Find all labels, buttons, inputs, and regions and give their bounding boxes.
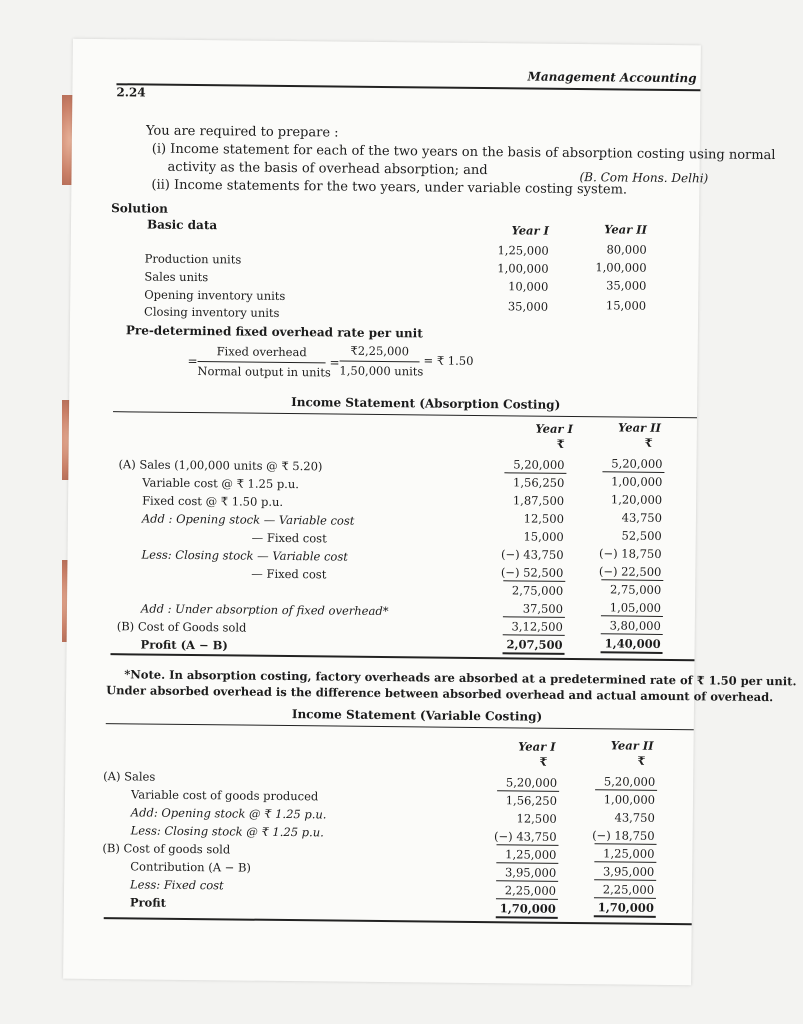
fraction-1-bar [198,361,326,363]
absorption-underline [601,579,663,581]
variable-profit-label: Profit [129,895,167,910]
absorption-row-year1: 5,20,000 [513,457,565,472]
absorption-row-label: Fixed cost @ ₹ 1.50 p.u. [142,493,284,509]
basic-row-year1: 35,000 [507,299,549,314]
variable-row-label: Less: Closing stock @ ₹ 1.25 p.u. [130,823,324,840]
absorption-row-year1: (−) 43,750 [500,547,564,562]
variable-row-year2: 1,00,000 [603,792,656,807]
absorption-row-label: — Fixed cost [251,530,327,546]
variable-row-year1: 5,20,000 [505,775,558,790]
absorption-row-label: Add : Opening stock — Variable cost [141,511,355,528]
variable-bottom-rule [104,917,692,925]
variable-title: Income Statement (Variable Costing) [291,707,543,724]
absorption-row-year1: 3,12,500 [511,619,563,634]
basic-row-year2: 80,000 [606,242,647,257]
absorption-row-year2: 3,80,000 [609,618,661,633]
variable-underline [595,843,657,845]
absorption-row-label: Variable cost @ ₹ 1.25 p.u. [142,475,300,492]
absorption-row-label: Less: Closing stock — Variable cost [141,547,348,564]
fraction-2-bar [340,361,420,363]
variable-year1-currency: ₹ [539,754,548,769]
absorption-underline [602,471,664,473]
variable-double-underline [594,915,656,918]
variable-row-label: Add: Opening stock @ ₹ 1.25 p.u. [130,805,327,822]
variable-row-year1: 1,25,000 [505,847,557,862]
absorption-double-underline [503,652,565,655]
variable-underline [497,790,559,792]
basic-row-year2: 15,000 [605,298,647,313]
variable-row-year1: 2,25,000 [504,883,557,898]
absorption-bottom-rule [110,653,694,661]
basic-row-label: Sales units [144,269,209,285]
absorption-row-year1: (−) 52,500 [500,565,564,580]
rate-equals-sign: = [187,353,198,369]
absorption-row-year1: 1,87,500 [512,493,565,508]
basic-row-year1: 1,00,000 [497,261,549,276]
variable-underline [595,789,657,791]
variable-row-label: (B) Cost of goods sold [102,841,231,857]
absorption-row-year1: 37,500 [522,601,564,616]
variable-profit-year2: 1,70,000 [597,900,654,915]
absorption-underline [503,634,565,636]
fraction-1-numerator: Fixed overhead [216,344,307,360]
variable-row-year2: (−) 18,750 [592,828,655,843]
basic-row-year2: 1,00,000 [595,260,647,275]
absorption-underline [504,472,566,474]
rate-title: Pre-determined fixed overhead rate per unit [125,323,423,341]
page-number: 2.24 [116,85,146,100]
variable-row-year2: 5,20,000 [603,774,656,789]
basic-year2-header: Year II [604,222,648,237]
fraction-2-denominator: 1,50,000 units [339,363,424,379]
basic-row-year1: 1,25,000 [497,243,549,258]
absorption-row-year1: 12,500 [523,511,565,526]
problem-source: (B. Com Hons. Delhi) [579,170,709,186]
variable-underline [496,862,558,864]
fraction-1-denominator: Normal output in units [197,364,331,380]
rate-result: = ₹ 1.50 [423,353,474,368]
variable-row-year2: 43,750 [614,810,655,825]
absorption-row-year2: 1,00,000 [611,474,663,489]
variable-row-year1: 3,95,000 [504,865,557,880]
variable-row-label: Less: Fixed cost [130,877,224,893]
basic-row-label: Production units [144,251,242,267]
absorption-row-label: — Fixed cost [251,566,327,582]
absorption-double-underline [601,651,663,654]
variable-row-year2: 2,25,000 [602,882,655,897]
variable-underline [594,897,656,899]
variable-row-year1: (−) 43,750 [494,829,557,844]
variable-top-rule [106,723,694,730]
absorption-note-line-1: *Note. In absorption costing, factory overheads are absorbed at a predetermined rate of ₹ 1.50 per unit. [124,667,797,689]
absorption-row-year2: 1,05,000 [609,600,662,615]
absorption-underline [503,616,565,618]
absorption-year1-header: Year I [535,421,573,436]
variable-underline [496,898,558,900]
absorption-row-year2: 43,750 [621,510,663,525]
absorption-row-label: Add : Under absorption of fixed overhead* [140,601,389,619]
problem-item-1-line-1: (i) Income statement for each of the two years on the basis of absorption costing using normal [151,141,776,164]
absorption-title: Income Statement (Absorption Costing) [291,395,561,412]
basic-row-label: Opening inventory units [144,287,286,303]
variable-row-year1: 1,56,250 [505,793,558,808]
problem-item-1-line-2: activity as the basis of overhead absorption; and [167,159,488,179]
basic-row-year2: 35,000 [606,278,647,293]
variable-row-label: Contribution (A − B) [130,859,251,875]
variable-year1-header: Year I [518,739,556,754]
absorption-row-year1: 1,56,250 [513,475,565,490]
variable-row-label: (A) Sales [103,769,156,784]
variable-double-underline [496,916,558,919]
variable-row-label: Variable cost of goods produced [130,787,319,804]
basic-row-year1: 10,000 [508,279,549,294]
absorption-note-line-2: Under absorbed overhead is the difference between absorbed overhead and actual amount of overhead. [106,683,774,705]
absorption-underline [601,633,663,635]
absorption-top-rule [113,411,697,418]
rate-equals-sign-2: = [329,355,340,370]
absorption-row-year1: 15,000 [523,529,564,544]
problem-intro: You are required to prepare : [145,123,339,141]
variable-profit-year1: 1,70,000 [499,901,556,916]
basic-year1-header: Year I [511,223,550,238]
variable-row-year2: 1,25,000 [603,846,655,861]
absorption-profit-year2: 1,40,000 [604,636,661,651]
absorption-row-label: (A) Sales (1,00,000 units @ ₹ 5.20) [118,457,323,474]
variable-row-year2: 3,95,000 [602,864,655,879]
absorption-year1-currency: ₹ [556,436,565,451]
absorption-row-year2: 1,20,000 [610,492,663,507]
absorption-subtotal-year2: 2,75,000 [609,582,662,597]
solution-heading: Solution [111,201,169,216]
absorption-year2-header: Year II [618,420,661,435]
variable-underline [496,880,558,882]
variable-year2-header: Year II [610,738,654,753]
absorption-profit-label: Profit (A − B) [140,637,228,653]
fraction-2-numerator: ₹2,25,000 [350,343,410,359]
variable-year2-currency: ₹ [637,753,646,768]
absorption-row-label: (B) Cost of Goods sold [116,619,247,635]
absorption-underline [601,615,663,617]
running-title: Management Accounting [527,69,697,86]
basic-data-title: Basic data [146,217,218,233]
variable-row-year1: 12,500 [516,811,557,826]
absorption-underline [503,580,565,582]
book-page [63,39,797,986]
absorption-profit-year1: 2,07,500 [506,637,563,652]
basic-row-label: Closing inventory units [144,304,280,320]
absorption-row-year2: (−) 18,750 [598,546,662,561]
absorption-year2-currency: ₹ [644,435,653,450]
variable-underline [497,844,559,846]
absorption-row-year2: (−) 22,500 [598,564,662,579]
absorption-row-year2: 5,20,000 [611,456,663,471]
absorption-subtotal-year1: 2,75,000 [511,583,564,598]
problem-item-2: (ii) Income statements for the two years, under variable costing system. [151,177,628,198]
variable-underline [594,861,656,863]
absorption-row-year2: 52,500 [621,528,662,543]
variable-underline [594,879,656,881]
header-rule [116,83,700,91]
